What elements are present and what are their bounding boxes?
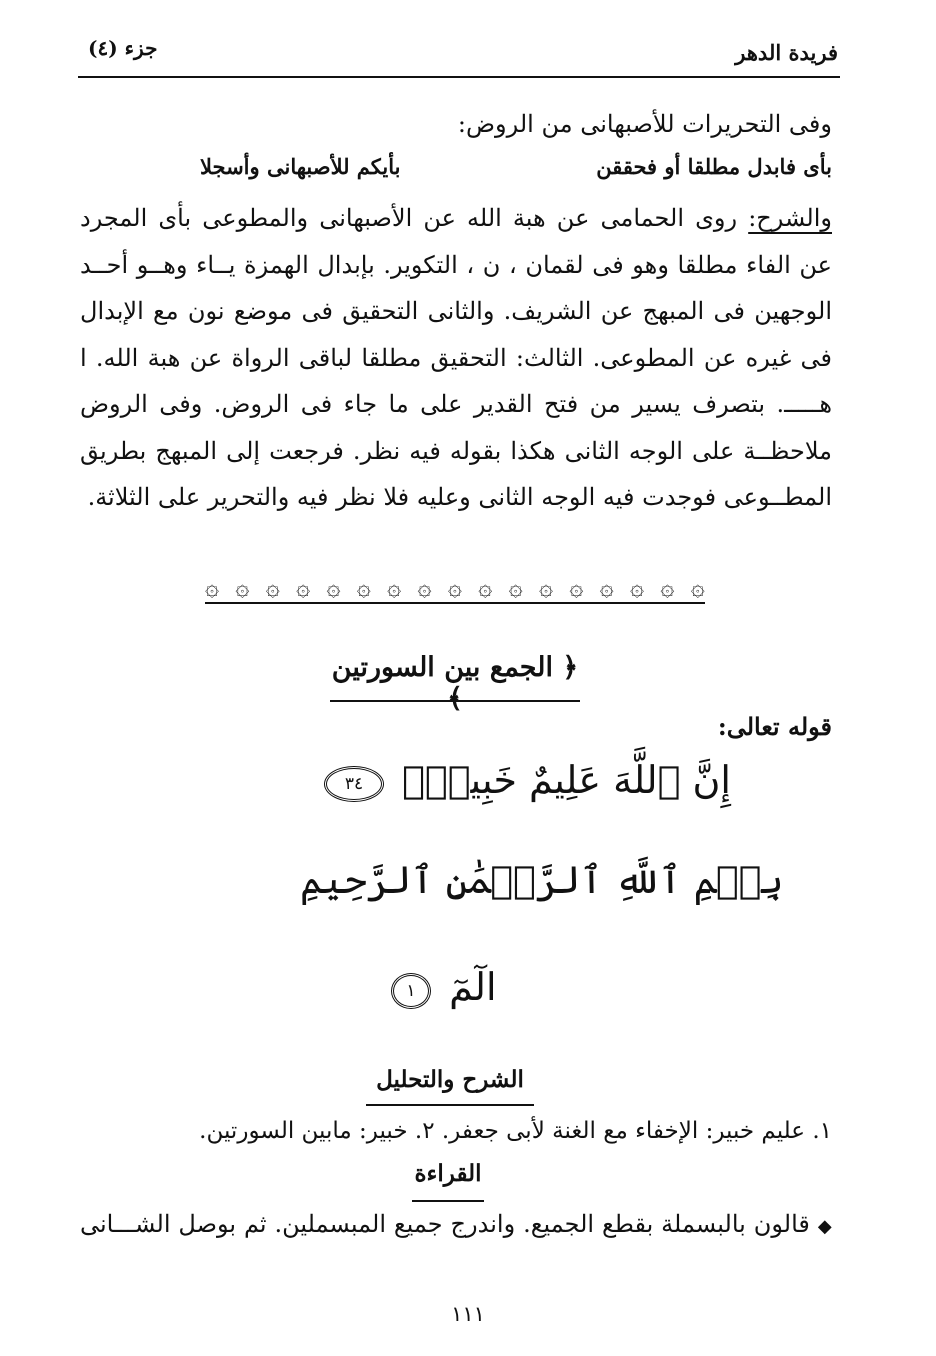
bullet-line (80, 1210, 832, 1238)
ornament-divider (205, 572, 705, 612)
quran-alm: الٓمٓ (449, 965, 497, 1009)
flower-ornament-icon: ۞ (235, 573, 250, 601)
flower-ornament-icon: ۞ (387, 573, 402, 601)
section-title: ﴿ الجمع بين السورتين ﴾ (331, 652, 579, 714)
part-number: جزء (٤) (88, 36, 158, 60)
basmala: بِسۡمِ ٱللَّهِ ٱلرَّحۡمَٰنِ ٱلرَّحِيمِ (300, 858, 784, 902)
quran-alm-line (385, 965, 497, 1009)
qawluhu-label: قوله تعالى: (717, 712, 832, 741)
flower-ornament-icon: ۞ (417, 573, 432, 601)
ayah-number-marker: ٣٤ (324, 766, 384, 802)
section-title-rule (330, 700, 580, 702)
header-rule (78, 76, 840, 78)
flower-ornament-icon: ۞ (630, 573, 645, 601)
bullet-text: قالون بالبسملة بقطع الجميع. واندرج جميع المبسملين. ثم بوصل الشـــانى (80, 1210, 810, 1238)
book-title: فريدة الدهر (735, 40, 838, 65)
flower-ornament-icon: ۞ (296, 573, 311, 601)
diamond-bullet-icon: ◆ (817, 1216, 833, 1237)
commentary-text: روى الحمامى عن هبة الله عن الأصبهانى والمطوعى بأى المجرد عن الفاء مطلقا وهو فى لقمان ، ن ، التكوير. بإبدال الهمزة يــاء وهــو أحــد الوجهين فى المبهج عن الشريف. والثانى التحقيق فى موضع نون مع الإبدال فى غيره عن المطوعى. الثالث: التحقيق مطلقا لباقى الرواة عن هبة الله. ا هـــــ. بتصرف يسير من فتح القدير على ما جاء فى الروض. وفى الروض ملاحظــة على الوجه الثانى هكذا بقوله فيه نظر. فرجعت إلى المبهج بطريق المطــوعى فوجدت فيه الوجه الثانى وعليه فلا نظر فيه والتحرير على الثلاثة. (80, 204, 832, 511)
flower-ornament-icon: ۞ (265, 573, 280, 601)
verse-right-hemistich: بأى فابدل مطلقا أو فحققن (596, 154, 832, 179)
flower-ornament-icon: ۞ (690, 573, 705, 601)
intro-line: وفى التحريرات للأصبهانى من الروض: (457, 110, 832, 138)
qiraa-heading: القراءة (414, 1160, 482, 1187)
commentary-paragraph (80, 195, 832, 521)
ornament-rule (205, 602, 705, 604)
flower-ornament-icon: ۞ (326, 573, 341, 601)
ornament-row (205, 572, 705, 602)
verse-left-hemistich: بأيكم للأصبهانى وأسجلا (200, 154, 401, 179)
commentary-label: والشرح: (748, 204, 832, 232)
flower-ornament-icon: ۞ (205, 573, 220, 601)
quran-ayah-line (318, 758, 731, 802)
sharh-heading: الشرح والتحليل (376, 1066, 524, 1093)
page-number: ١١١ (451, 1302, 485, 1326)
flower-ornament-icon: ۞ (538, 573, 554, 601)
sharh-heading-rule (366, 1104, 534, 1106)
flower-ornament-icon: ۞ (569, 573, 584, 601)
qiraa-heading-rule (412, 1200, 484, 1202)
flower-ornament-icon: ۞ (478, 573, 493, 601)
flower-ornament-icon: ۞ (508, 573, 523, 601)
flower-ornament-icon: ۞ (660, 573, 675, 601)
alm-number-marker: ١ (391, 973, 431, 1009)
flower-ornament-icon: ۞ (447, 573, 462, 601)
numbered-note: ١. عليم خبير: الإخفاء مع الغنة لأبى جعفر. ٢. خبير: مابين السورتين. (199, 1118, 832, 1144)
flower-ornament-icon: ۞ (356, 573, 371, 601)
quran-ayah: إِنَّ ٱللَّهَ عَلِيمٌ خَبِيرٌۢ (402, 758, 731, 802)
flower-ornament-icon: ۞ (599, 573, 614, 601)
